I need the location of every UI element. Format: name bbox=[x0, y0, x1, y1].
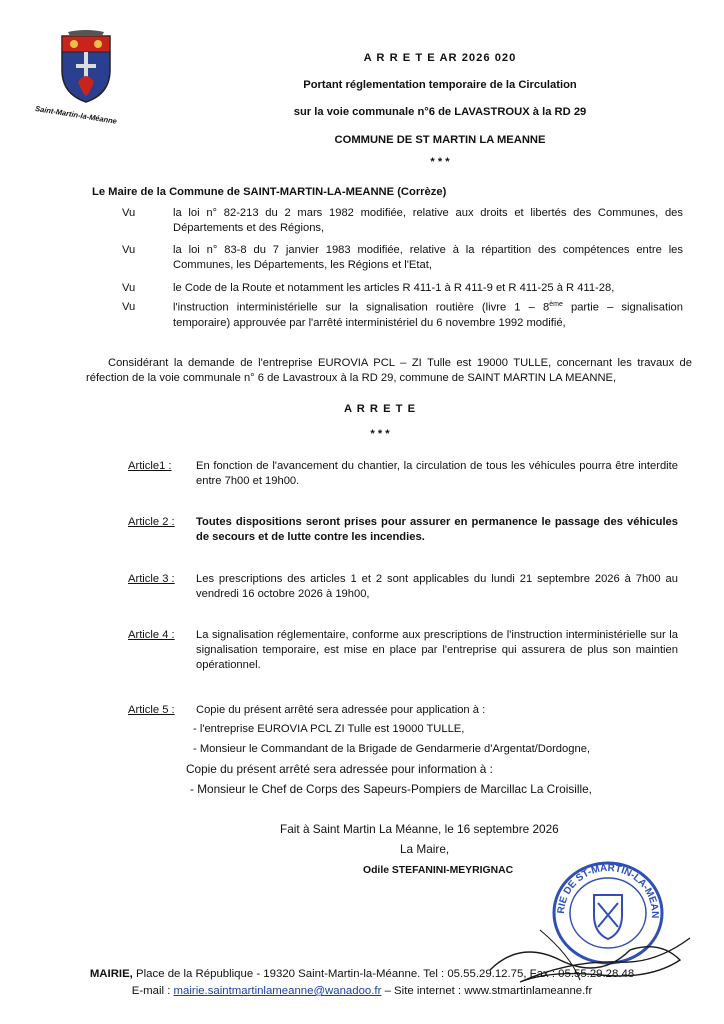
article-5-recipient: - l'entreprise EUROVIA PCL ZI Tulle est 19000 TULLE, bbox=[193, 723, 465, 735]
subtitle-line-2: sur la voie communale n°6 de LAVASTROUX à la RD 29 bbox=[293, 106, 587, 118]
crest-label: Saint-Martin-la-Méanne bbox=[34, 104, 118, 126]
article-5-recipient: - Monsieur le Commandant de la Brigade de Gendarmerie d'Argentat/Dordogne, bbox=[193, 743, 591, 755]
municipal-crest bbox=[58, 30, 114, 106]
vu-text bbox=[173, 300, 683, 330]
vu-item bbox=[122, 243, 682, 273]
mayor-line: Le Maire de la Commune de SAINT-MARTIN-LA-MEANNE (Corrèze) bbox=[92, 186, 447, 198]
arrete-number: A R R E T E AR 2026 020 bbox=[363, 52, 517, 64]
stamp-text: RIE DE ST-MARTIN-LA-MEAN bbox=[555, 862, 661, 919]
article-4-text: La signalisation réglementaire, conforme aux prescriptions de l'instruction interministérielle sur la signalisation temporaire, est mise en place par l'entreprise qui assurera de plus son maintien opérationnel. bbox=[196, 629, 678, 671]
vu-label: Vu bbox=[122, 244, 136, 256]
article-2-text: Toutes dispositions seront prises pour assurer en permanence le passage des véhicules de secours et de lutte contre les incendies. bbox=[196, 516, 678, 543]
article-1-text: En fonction de l'avancement du chantier, la circulation de tous les véhicules pourra être interdite entre 7h00 et 19h00. bbox=[196, 460, 678, 487]
footer-site[interactable]: www.stmartinlameanne.fr bbox=[464, 985, 593, 997]
header-separator: * * * bbox=[430, 156, 450, 168]
vu-item bbox=[122, 300, 682, 332]
article-3-label: Article 3 : bbox=[128, 573, 175, 585]
mayor-role: La Maire, bbox=[400, 842, 450, 856]
article-5-text: Copie du présent arrêté sera adressée pour application à : bbox=[196, 704, 486, 716]
footer-contact bbox=[0, 984, 724, 999]
vu-text: la loi n° 82-213 du 2 mars 1982 modifiée, relative aux droits et libertés des Communes, des Départements et des Régions, bbox=[173, 207, 683, 234]
vu-text-superscript: ème bbox=[549, 301, 563, 308]
vu-text-part: l'instruction interministérielle sur la signalisation routière (livre 1 – 8 bbox=[173, 301, 550, 314]
article-5-info-recipient: - Monsieur le Chef de Corps des Sapeurs-Pompiers de Marcillac La Croisille, bbox=[190, 782, 592, 796]
vu-label: Vu bbox=[122, 301, 136, 313]
vu-item bbox=[122, 206, 682, 236]
footer-email-link[interactable]: mairie.saintmartinlameanne@wanadoo.fr bbox=[173, 985, 382, 997]
vu-item bbox=[122, 281, 682, 297]
footer-address-text: Place de la République - 19320 Saint-Martin-la-Méanne. Tel : 05.55.29.12.75, Fax : 05.55.29.28.48 bbox=[136, 968, 635, 980]
vu-label: Vu bbox=[122, 207, 136, 219]
considerant-paragraph: Considérant la demande de l'entreprise EUROVIA PCL – ZI Tulle est 19000 TULLE, concernant les travaux de réfection de la voie communale n° 6 de Lavastroux à la RD 29, commune de SAINT MARTIN LA MEANNE, bbox=[86, 357, 692, 384]
place-date: Fait à Saint Martin La Méanne, le 16 septembre 2026 bbox=[280, 822, 559, 836]
mayor-name: Odile STEFANINI-MEYRIGNAC bbox=[363, 865, 514, 876]
vu-text: le Code de la Route et notamment les articles R 411-1 à R 411-9 et R 411-25 à R 411-28, bbox=[173, 282, 615, 294]
footer-address bbox=[0, 967, 724, 982]
article-5-label: Article 5 : bbox=[128, 704, 175, 716]
footer-email-label: E-mail : bbox=[131, 985, 171, 997]
article-5-info-intro: Copie du présent arrêté sera adressée pour information à : bbox=[186, 762, 493, 776]
article-1-label: Article1 : bbox=[128, 460, 172, 472]
article-4-label: Article 4 : bbox=[128, 629, 175, 641]
vu-label: Vu bbox=[122, 282, 136, 294]
subtitle-line-1: Portant réglementation temporaire de la Circulation bbox=[303, 79, 577, 91]
arrete-heading: A R R E T E bbox=[343, 403, 417, 415]
footer-site-label: – Site internet : bbox=[384, 985, 462, 997]
arrete-separator: * * * bbox=[370, 428, 390, 440]
footer-mairie-label: MAIRIE, bbox=[89, 968, 133, 980]
article-3-text: Les prescriptions des articles 1 et 2 sont applicables du lundi 21 septembre 2026 à 7h00 au vendredi 16 octobre 2026 à 19h00, bbox=[196, 573, 678, 600]
vu-text-part: partie – signalisation temporaire) approuvée par l'arrêté interministériel du 6 novembre 1992 modifié, bbox=[173, 301, 683, 329]
vu-text: la loi n° 83-8 du 7 janvier 1983 modifiée, relative à la répartition des compétences entre les Communes, les Départements, les Régions et l'Etat, bbox=[173, 244, 683, 271]
commune-title: COMMUNE DE ST MARTIN LA MEANNE bbox=[334, 134, 546, 146]
article-2-label: Article 2 : bbox=[128, 516, 175, 528]
